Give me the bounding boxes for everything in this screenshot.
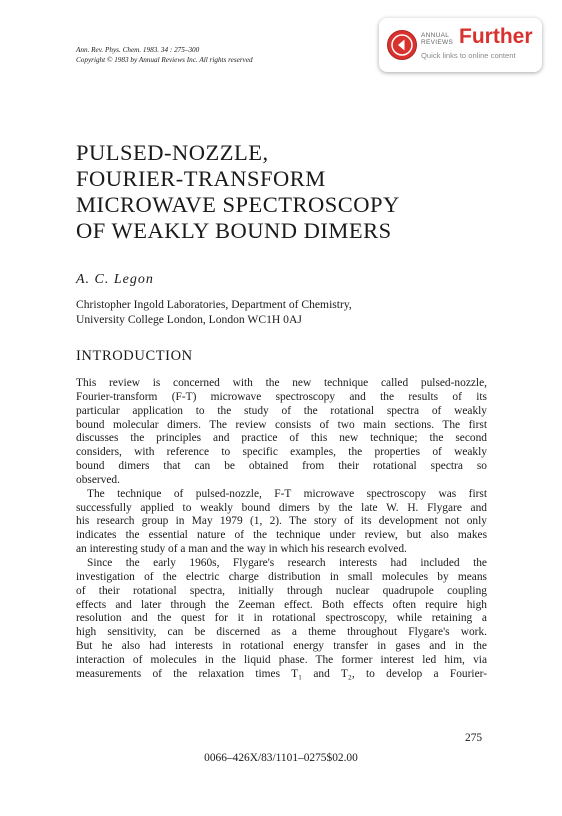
further-wordmark: Further [459,25,533,48]
body-line: successfully applied to weakly bound dimers by the late W. H. Flygare and [76,501,487,514]
body-line: bound dimers that can be obtained from their rotational spectra so [76,460,487,473]
further-online-content-button[interactable] [379,18,542,72]
footer-price-code: 0066–426X/83/1101–0275$02.00 [204,752,358,764]
body-line: The technique of pulsed-nozzle, F-T microwave spectroscopy was first [87,487,487,500]
citation-journal: Ann. Rev. Phys. Chem. 1983. 34 : 275–300 [76,46,200,54]
title-line: MICROWAVE SPECTROSCOPY [76,192,400,217]
article-title [76,140,400,244]
reviews-word: REVIEWS [421,39,454,46]
page-number: 275 [465,732,483,744]
body-line: discusses the principles and practice of this new technique; the second [76,432,487,445]
annual-word: ANNUAL [421,32,450,39]
annual-reviews-label [421,32,453,46]
citation-block [76,46,253,65]
title-line: PULSED-NOZZLE, [76,140,269,165]
body-line: Since the early 1960s, Flygare's research interests had included the [87,556,487,569]
body-line: observed. [76,473,120,486]
body-line: measurements of the relaxation times T₁ and T₂, to develop a Fourier- [76,667,487,680]
author-affiliation [76,298,352,327]
body-line: particular application to the study of the rotational spectra of weakly [76,404,487,417]
body-line: indicates the essential nature of the technique under review, but also makes [76,529,487,542]
body-line: his research group in May 1979 (1, 2). The story of its development not only [76,515,487,528]
further-subtitle: Quick links to online content [421,51,516,60]
section-heading-introduction: INTRODUCTION [76,348,193,364]
affiliation-line: Christopher Ingold Laboratories, Department of Chemistry, [76,298,352,311]
body-line: Fourier-transform (F-T) microwave spectroscopy and the results of its [76,390,487,403]
body-line: investigation of the electric charge distribution in small molecules by means [76,570,487,583]
title-line: FOURIER-TRANSFORM [76,166,326,191]
body-line: considers, with reference to specific examples, the properties of weakly [76,446,487,459]
speaker-arrow-icon [387,30,417,60]
author-name: A. C. Legon [76,272,154,287]
body-line: interaction of molecules in the liquid phase. The former interest led him, via [76,653,487,666]
body-line: resolution and the quest for it in rotational spectroscopy, while retaining a [76,612,487,625]
body-line: This review is concerned with the new technique called pulsed-nozzle, [76,377,487,389]
body-line: effects and later through the Zeeman effect. Both effects often require high [76,598,487,611]
body-text [76,377,487,682]
body-line: But he also had interests in rotational energy transfer in gases and in the [76,640,487,653]
body-line: high sensitivity, can be discerned as a theme throughout Flygare's work. [76,626,487,639]
body-line: an interesting study of a man and the way in which his research evolved. [76,543,407,556]
citation-copyright: Copyright © 1983 by Annual Reviews Inc. All rights reserved [76,55,253,64]
body-line: of their rotational spectra, initially through nuclear quadrupole coupling [76,584,487,597]
affiliation-line: University College London, London WC1H 0AJ [76,312,302,326]
body-line: bound molecular dimers. The review consists of two main sections. The first [76,418,487,431]
title-line: OF WEAKLY BOUND DIMERS [76,218,392,243]
